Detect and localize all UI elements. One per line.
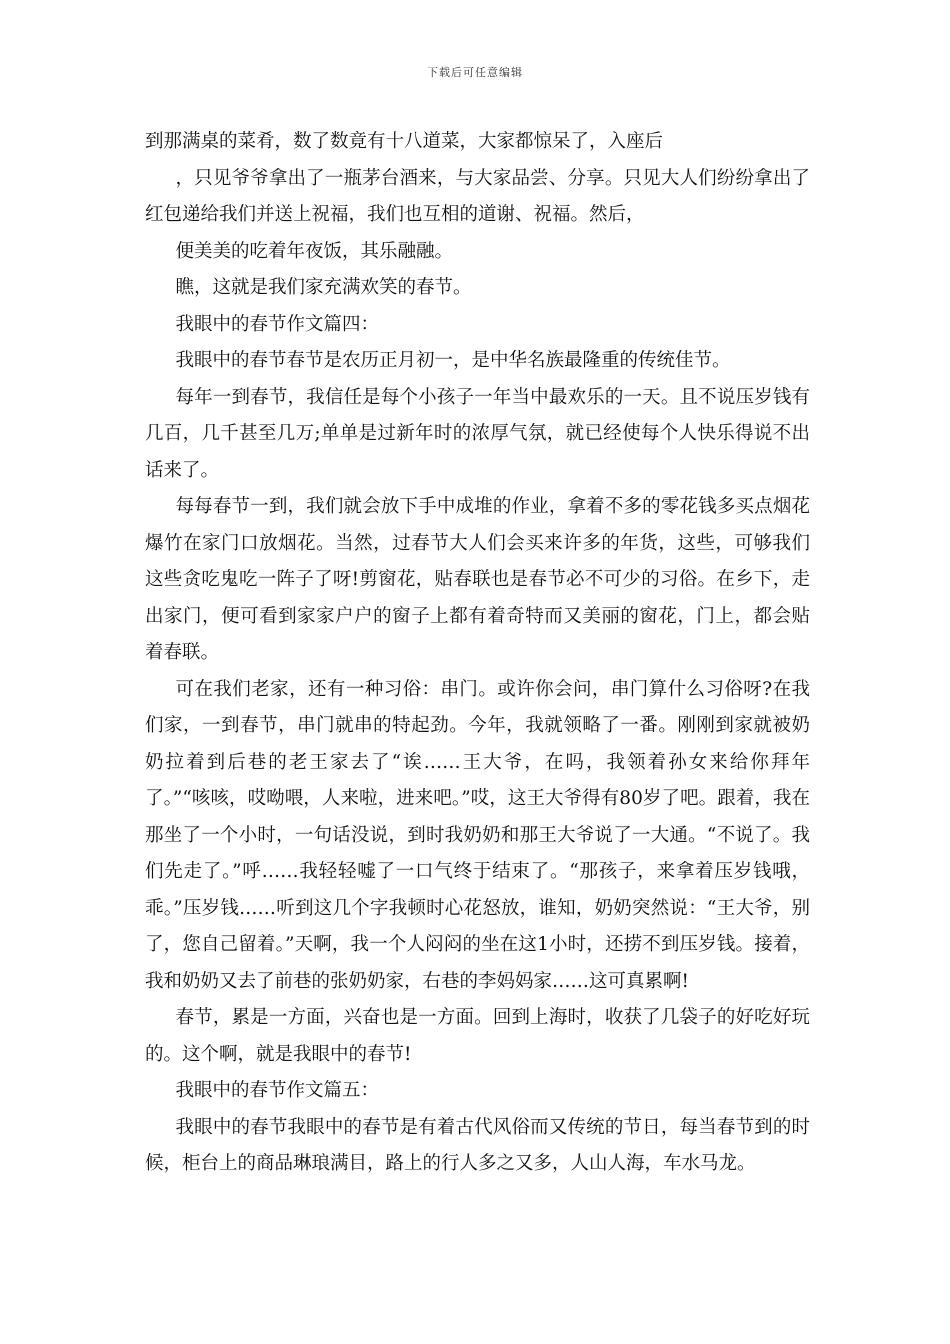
paragraph-12: 我眼中的春节我眼中的春节是有着古代风俗而又传统的节日，每当春节到的时候，柜台上的商品琳琅满目，路上的行人多之又多，人山人海，车水马龙。 [145,1116,810,1174]
paragraph-9: 可在我们老家，还有一种习俗：串门。或许你会问，串门算什么习俗呀?在我们家，一到春节，串门就串的特起劲。今年，我就领略了一番。刚刚到家就被奶奶拉着到后巷的老王家去了“诶……王大爷，在吗，我领着孙女来给你拜年了。”“咳咳，哎呦喂，人来啦，进来吧。”哎，这王大爷得有80岁了吧。跟着，我在那坐了一个小时，一句话没说，到时我奶奶和那王大爷说了一大通。“不说了。我们先走了。”呼……我轻轻嘘了一口气终于结束了。“那孩子，来拿着压岁钱哦，乖。”压岁钱……听到这几个字我顿时心花怒放，谁知，奶奶突然说：“王大爷，别了，您自己留着。”天啊，我一个人闷闷的坐在这1小时，还捞不到压岁钱。接着，我和奶奶又去了前巷的张奶奶家，右巷的李妈妈家……这可真累啊! [145,678,810,992]
paragraph-8: 每每春节一到，我们就会放下手中成堆的作业，拿着不多的零花钱多买点烟花爆竹在家门口放烟花。当然，过春节大人们会买来许多的年货，这些，可够我们这些贪吃鬼吃一阵子了呀!剪窗花，贴春联也是春节必不可少的习俗。在乡下，走出家门，便可看到家家户户的窗子上都有着奇特而又美丽的窗花，门上，都会贴着春联。 [145,496,810,663]
paragraph-3: 便美美的吃着年夜饭，其乐融融。 [175,240,454,262]
paragraph-4: 瞧，这就是我们家充满欢笑的春节。 [175,277,472,298]
paragraph-7: 每年一到春节，我信任是每个小孩子一年当中最欢乐的一天。且不说压岁钱有几百，几千甚至几万;单单是过新年时的浓厚气氛，就已经使每个人快乐得说不出话来了。 [145,386,810,481]
page-header: 下载后可任意编辑 [427,66,523,79]
section-heading-5: 我眼中的春节作文篇五： [175,1080,380,1101]
paragraph-10: 春节，累是一方面，兴奋也是一方面。回到上海时，收获了几袋子的好吃好玩的。这个啊，就是我眼中的春节! [145,1007,810,1065]
paragraph-2: ，只见爷爷拿出了一瓶茅台酒来，与大家品尝、分享。只见大人们纷纷拿出了红包递给我们并送上祝福，我们也互相的道谢、祝福。然后， [145,167,810,225]
paragraph-1: 到那满桌的菜肴，数了数竟有十八道菜，大家都惊呆了，入座后 [145,131,664,152]
document-body [145,124,810,1183]
paragraph-6: 我眼中的春节春节是农历正月初一，是中华名族最隆重的传统佳节。 [175,350,731,371]
section-heading-4: 我眼中的春节作文篇四： [175,313,380,335]
